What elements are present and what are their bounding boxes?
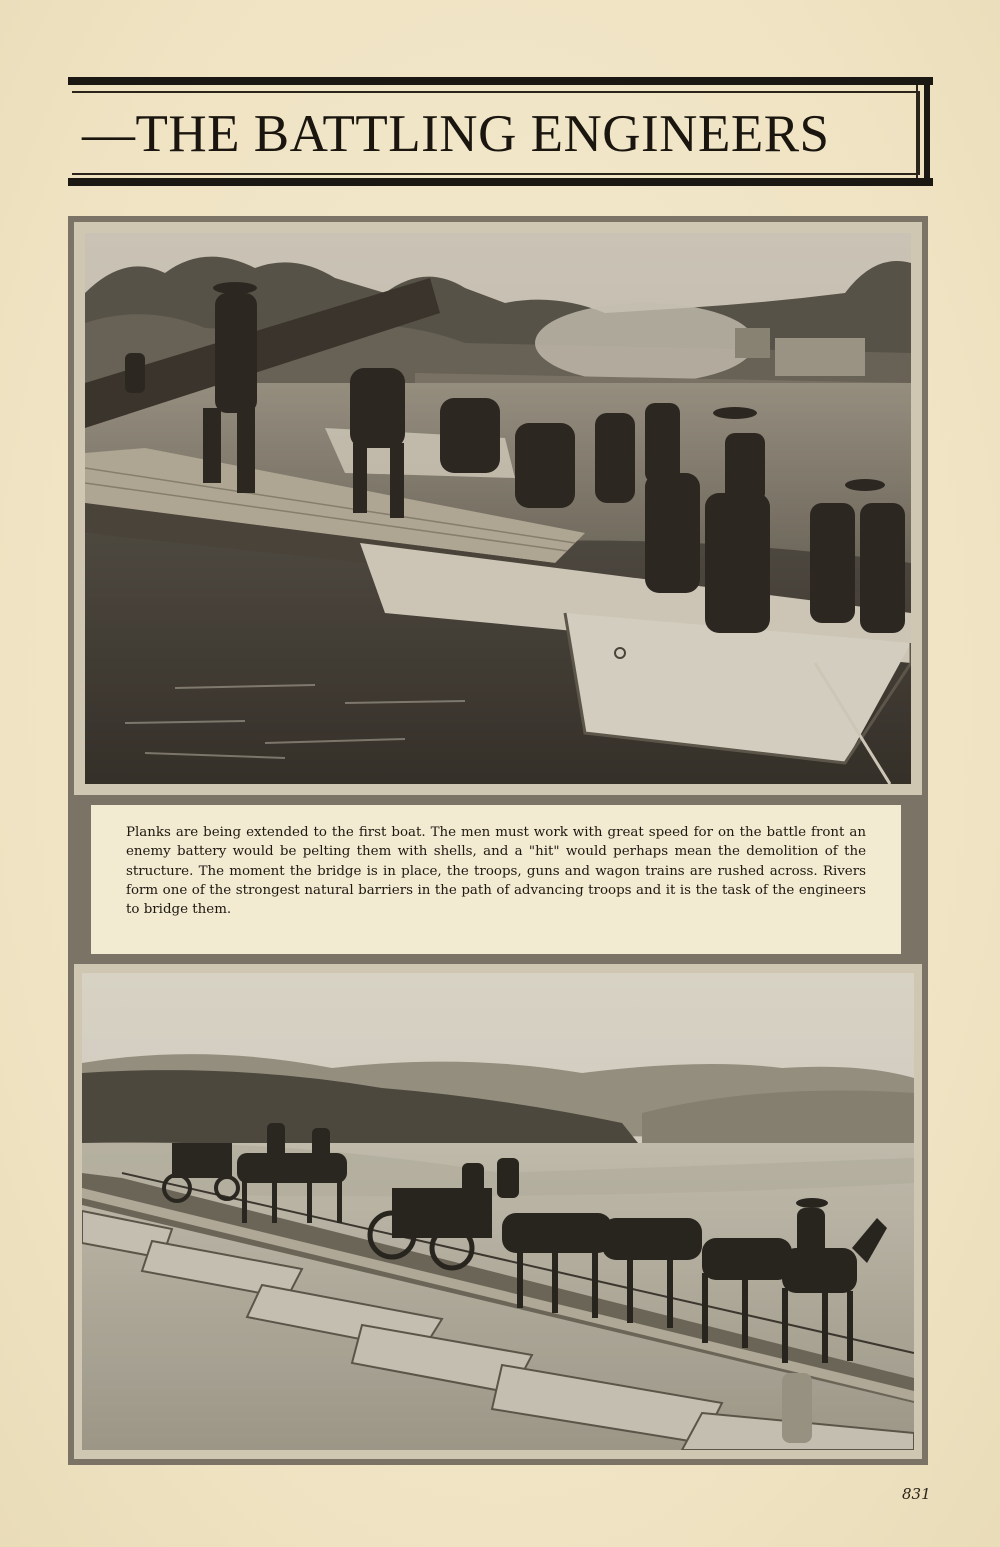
title-banner xyxy=(68,77,933,187)
caption-text: Planks are being extended to the first boat. The men must work with great speed for on the battle front an enemy battery would be pelting them with shells, and a "hit" would perhaps mean the demolition of the structure. The moment the bridge is in place, the troops, guns and wagon trains are rushed across. Rivers form one of the strongest natural barriers in the path of advancing troops and it is the task of the engineers to bridge them. xyxy=(126,825,866,918)
photo-wagon-crossing-image xyxy=(82,973,914,1450)
page-title: —THE BATTLING ENGINEERS xyxy=(82,105,830,163)
title-rule-top xyxy=(68,77,933,85)
title-rule-bottom xyxy=(68,178,933,186)
page-number: 831 xyxy=(902,1485,931,1503)
caption-box xyxy=(91,805,901,954)
photo-frame-bottom xyxy=(68,958,928,1465)
photo-pontoon-planks xyxy=(85,233,911,784)
photo-pontoon-planks-image xyxy=(85,233,911,784)
photo-wagon-crossing xyxy=(82,973,914,1450)
photo-frame-top xyxy=(68,216,928,801)
